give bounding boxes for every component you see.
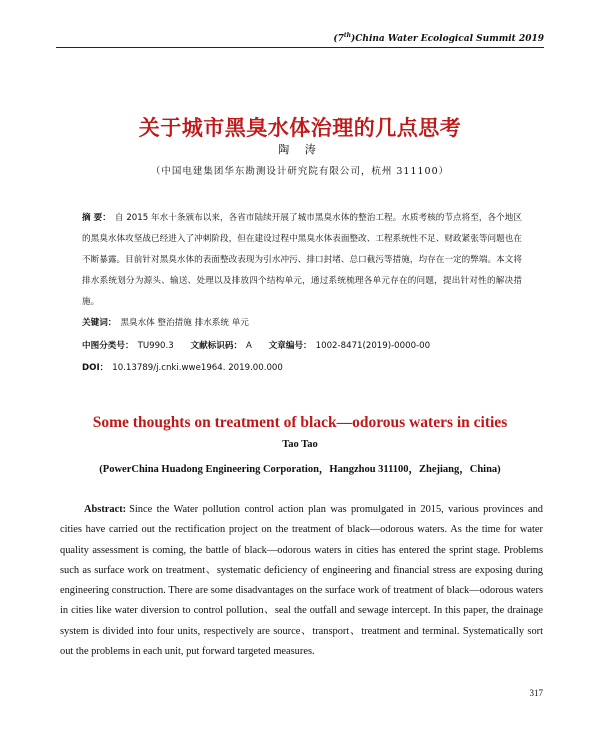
clc-value: TU990.3 bbox=[137, 341, 174, 351]
doc-code-label: 文献标识码： bbox=[190, 341, 243, 351]
chinese-abstract-text: 自 2015 年水十条颁布以来，各省市陆续开展了城市黑臭水体的整治工程。水质考核的节点将至，各个地区的黑臭水体攻坚战已经进入了冲刺阶段，但在建设过程中黑臭水体表面整改、工程系统性不足、财政紧张等问题也在不断暴露。目前针对黑臭水体的表面整改表现为引水冲污、排口封堵、总口截污等措施，均存在一定的弊端。本文将排水系统划分为源头、输送、处理以及排放四个结构单元，通过系统梳理各单元存在的问题，提出针对性的解决措施。 bbox=[82, 213, 522, 307]
english-abstract-text: Since the Water pollution control action plan was promulgated in 2015, various provinces and cities have carried out the rectification project on the treatment of black—odorous waters. As the time for water quality assessment is coming, the battle of black—odorous waters in cities has entered the sprint stage. Problems such as surface work on treatment、systematic deficiency of engineering and financial stress are exposing during engineering construction. There are some disadvantages on the surface work of treatment of black—odorous waters in cities like water diversion to control pollution、seal the outfall and sewage intercept. In this paper, the drainage system is divided into four units, respectively are source、transport、treatment and terminal. Systematically sort out the problems in each unit, put forward targeted measures. bbox=[60, 504, 543, 658]
chinese-abstract-label: 摘 要： bbox=[82, 213, 111, 223]
article-no-label: 文章编号： bbox=[268, 341, 312, 351]
chinese-abstract bbox=[82, 208, 522, 313]
chinese-author: 陶 涛 bbox=[278, 143, 322, 156]
english-affiliation: (PowerChina Huadong Engineering Corporation，Hangzhou 311100，Zhejiang，China) bbox=[99, 464, 501, 475]
article-no-value: 1002-8471(2019)-0000-00 bbox=[315, 341, 431, 351]
keywords-text: 黑臭水体 整治措施 排水系统 单元 bbox=[120, 318, 249, 328]
english-title: Some thoughts on treatment of black—odorous waters in cities bbox=[92, 414, 508, 431]
clc-label: 中图分类号： bbox=[82, 341, 134, 351]
chinese-affiliation: （中国电建集团华东勘测设计研究院有限公司，杭州 311100） bbox=[150, 166, 450, 177]
header-edition-pre: (7 bbox=[333, 34, 344, 44]
chinese-keywords bbox=[82, 316, 532, 328]
english-author: Tao Tao bbox=[282, 439, 318, 450]
header-edition-sup: th bbox=[343, 32, 351, 39]
english-abstract-label: Abstract: bbox=[84, 504, 127, 515]
english-abstract bbox=[60, 500, 543, 662]
doi-value: 10.13789/j.cnki.wwe1964. 2019.00.000 bbox=[112, 363, 283, 373]
doc-code-value: A bbox=[246, 341, 252, 351]
doi-label: DOI： bbox=[82, 363, 109, 373]
running-header bbox=[56, 32, 544, 48]
chinese-title: 关于城市黑臭水体治理的几点思考 bbox=[138, 115, 462, 140]
header-edition-post: )China Water Ecological Summit 2019 bbox=[351, 34, 544, 44]
keywords-label: 关键词： bbox=[82, 318, 117, 328]
chinese-doi-line bbox=[82, 361, 532, 373]
page-number: 317 bbox=[529, 688, 543, 698]
chinese-classification-line bbox=[82, 339, 532, 351]
